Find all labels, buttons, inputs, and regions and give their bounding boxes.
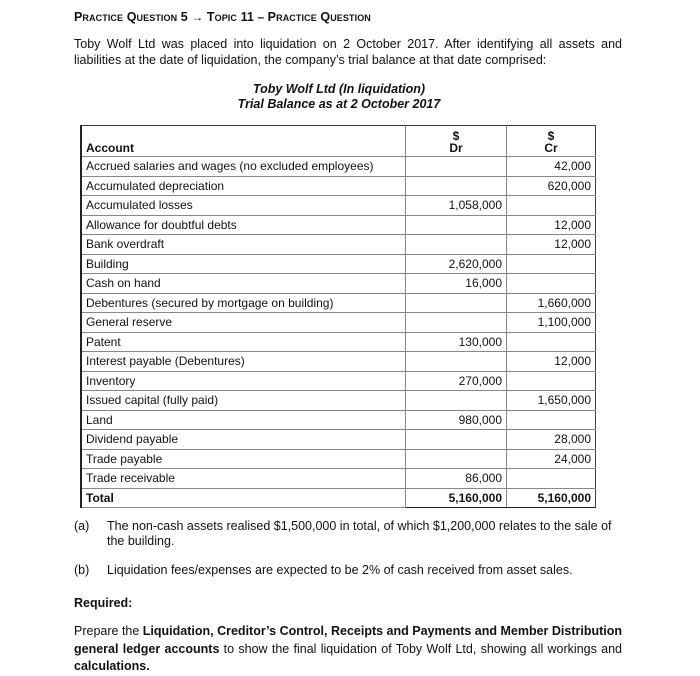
dr-cell: 270,000 — [406, 371, 507, 391]
heading-dash: – — [257, 10, 265, 24]
account-cell: Accumulated losses — [81, 196, 406, 216]
cr-cell — [507, 332, 596, 352]
heading-topic: Topic 11 — [206, 10, 254, 24]
dr-label: Dr — [449, 141, 463, 155]
cr-cell: 24,000 — [507, 449, 596, 469]
instruction-end: calculations. — [74, 659, 150, 673]
dr-currency-label: $ — [452, 129, 460, 143]
table-row — [81, 449, 596, 469]
total-row — [81, 488, 596, 508]
table-row — [81, 332, 596, 352]
cr-cell — [507, 196, 596, 216]
cr-cell — [507, 469, 596, 489]
table-row — [81, 235, 596, 255]
cr-cell: 1,660,000 — [507, 293, 596, 313]
column-header-dr — [406, 126, 507, 157]
account-cell: Land — [81, 410, 406, 430]
cr-cell: 12,000 — [507, 215, 596, 235]
table-row — [81, 430, 596, 450]
table-row — [81, 176, 596, 196]
dr-cell — [406, 215, 507, 235]
heading-suffix: Practice Question — [267, 10, 371, 24]
cr-cell: 28,000 — [507, 430, 596, 450]
account-cell: Accrued salaries and wages (no excluded employees) — [81, 157, 406, 177]
column-header-cr — [507, 126, 596, 157]
dr-cell: 16,000 — [406, 274, 507, 294]
table-row — [81, 352, 596, 372]
account-cell: Cash on hand — [81, 274, 406, 294]
table-row — [81, 157, 596, 177]
dr-cell: 130,000 — [406, 332, 507, 352]
dr-cell: 2,620,000 — [406, 254, 507, 274]
note-label: (a) — [74, 519, 90, 533]
cr-cell — [507, 371, 596, 391]
dr-cell: 980,000 — [406, 410, 507, 430]
cr-cell: 1,100,000 — [507, 313, 596, 333]
account-cell: Bank overdraft — [81, 235, 406, 255]
table-row — [81, 215, 596, 235]
cr-cell — [507, 254, 596, 274]
cr-currency-label: $ — [547, 129, 555, 143]
account-cell: Interest payable (Debentures) — [81, 352, 406, 372]
table-row — [81, 254, 596, 274]
dr-cell — [406, 313, 507, 333]
table-row — [81, 274, 596, 294]
total-cr: 5,160,000 — [507, 488, 596, 508]
note-label: (b) — [74, 563, 90, 577]
trial-balance-body — [81, 157, 596, 489]
instruction-accounts: Liquidation, Creditor’s Control, Receipts and Payments and Member Distribution general ledger accounts — [74, 624, 623, 656]
instruction-text: Prepare the — [74, 624, 143, 638]
column-header-account: Account — [81, 126, 406, 157]
dr-cell: 1,058,000 — [406, 196, 507, 216]
table-row — [81, 196, 596, 216]
note-a — [74, 519, 622, 549]
cr-cell — [507, 410, 596, 430]
dr-cell — [406, 430, 507, 450]
intro-paragraph: Toby Wolf Ltd was placed into liquidation on 2 October 2017. After identifying all assets and liabilities at the date of liquidation, the company’s trial balance at that date comprised: — [74, 37, 622, 67]
cr-label: Cr — [544, 141, 558, 155]
account-cell: Inventory — [81, 371, 406, 391]
table-row — [81, 293, 596, 313]
dr-cell: 86,000 — [406, 469, 507, 489]
required-instructions — [74, 623, 622, 676]
note-text: The non-cash assets realised $1,500,000 in total, of which $1,200,000 relates to the sale of the building. — [107, 519, 612, 548]
dr-cell — [406, 157, 507, 177]
cr-cell — [507, 274, 596, 294]
table-row — [81, 469, 596, 489]
question-heading — [74, 10, 371, 24]
account-cell: Patent — [81, 332, 406, 352]
account-cell: Allowance for doubtful debts — [81, 215, 406, 235]
cr-cell: 12,000 — [507, 235, 596, 255]
dr-cell — [406, 391, 507, 411]
account-cell: Trade receivable — [81, 469, 406, 489]
notes-list — [74, 519, 622, 592]
dr-cell — [406, 176, 507, 196]
account-cell: Debentures (secured by mortgage on building) — [81, 293, 406, 313]
table-header-row — [81, 126, 596, 157]
account-cell: Issued capital (fully paid) — [81, 391, 406, 411]
instruction-text: to show the final liquidation of Toby Wolf Ltd, showing all workings and — [219, 641, 622, 656]
table-row — [81, 391, 596, 411]
account-cell: Accumulated depreciation — [81, 176, 406, 196]
account-cell: General reserve — [81, 313, 406, 333]
arrow-icon: → — [191, 10, 204, 24]
table-row — [81, 313, 596, 333]
dr-cell — [406, 449, 507, 469]
note-text: Liquidation fees/expenses are expected to be 2% of cash received from asset sales. — [107, 563, 573, 577]
table-row — [81, 371, 596, 391]
dr-cell — [406, 235, 507, 255]
dr-cell — [406, 352, 507, 372]
trial-balance-date: Trial Balance as at 2 October 2017 — [237, 97, 441, 111]
total-label: Total — [81, 488, 406, 508]
cr-cell: 620,000 — [507, 176, 596, 196]
table-row — [81, 410, 596, 430]
required-heading: Required: — [74, 596, 133, 610]
trial-balance-title — [74, 82, 604, 112]
total-dr: 5,160,000 — [406, 488, 507, 508]
account-cell: Trade payable — [81, 449, 406, 469]
note-b — [74, 563, 622, 578]
account-cell: Dividend payable — [81, 430, 406, 450]
trial-balance-table — [80, 125, 596, 508]
trial-balance-company: Toby Wolf Ltd (In liquidation) — [252, 82, 426, 96]
cr-cell: 12,000 — [507, 352, 596, 372]
dr-cell — [406, 293, 507, 313]
account-cell: Building — [81, 254, 406, 274]
cr-cell: 1,650,000 — [507, 391, 596, 411]
cr-cell: 42,000 — [507, 157, 596, 177]
heading-question-number: Practice Question 5 — [74, 10, 188, 24]
